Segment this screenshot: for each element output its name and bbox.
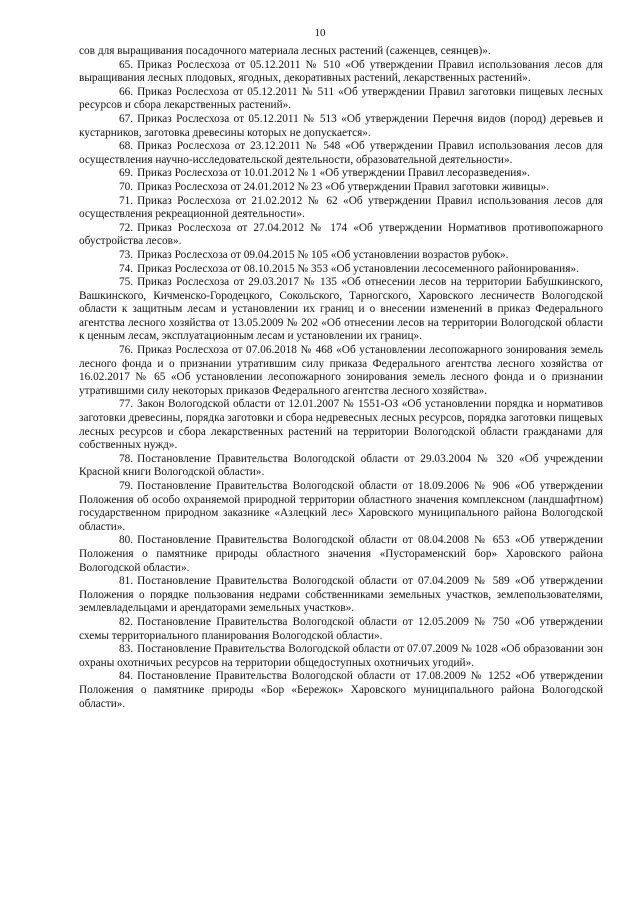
list-item-text: Постановление Правительства Вологодской области от 18.09.2006 № 906 «Об утверждении Положения об особо охраняемой природной территории областного значения комплексном (ландшафтном) государственном природном заказнике «Азлецкий лес» Харовского муниципального района Вологодской области». <box>79 480 603 533</box>
list-item-number: 69. <box>119 167 134 180</box>
list-item <box>79 398 603 452</box>
list-item-text: Постановление Правительства Вологодской области от 17.08.2009 № 1252 «Об утверждении Положения о памятнике природы «Бор «Бережок» Харовского муниципального района Вологодской области». <box>79 670 603 710</box>
list-item <box>79 181 603 195</box>
list-item-number: 70. <box>119 180 134 193</box>
list-item <box>79 195 603 222</box>
list-item <box>79 140 603 167</box>
list-item-text: Постановление Правительства Вологодской области от 12.05.2009 № 750 «Об утверждении схемы территориального планирования Вологодской области». <box>79 615 603 642</box>
list-item-text: Приказ Рослесхоза от 23.12.2011 № 548 «Об утверждении Правил использования лесов для осуществления научно-исследовательской деятельности, образовательной деятельности». <box>79 140 603 166</box>
list-item <box>79 453 603 480</box>
list-item-number: 80. <box>119 534 134 547</box>
list-item <box>79 670 603 711</box>
list-item-number: 79. <box>119 480 134 492</box>
list-item <box>79 59 603 86</box>
list-item-number: 67. <box>119 112 134 125</box>
page-number: 10 <box>314 27 326 39</box>
list-item-text: Приказ Рослесхоза от 24.01.2012 № 23 «Об утверждении Правил заготовки живицы». <box>137 180 550 193</box>
list-item-text: Постановление Правительства Вологодской области от 07.04.2009 № 589 «Об утверждении Положения о порядке пользования недрами собственниками земельных участков, землепользователями, землевладельцами и арендаторами земельных участков». <box>79 575 603 615</box>
list-item-number: 72. <box>119 221 134 234</box>
list-item <box>79 575 603 616</box>
list-item-text: Приказ Рослесхоза от 27.04.2012 № 174 «Об утверждении Нормативов противопожарного обустройства лесов». <box>79 221 603 248</box>
list-item <box>79 86 603 113</box>
list-item-number: 74. <box>119 262 134 275</box>
list-item-text: Постановление Правительства Вологодской области от 07.07.2009 № 1028 «Об образовании зон охраны охотничьих ресурсов на территории общедоступных охотничьих угодий». <box>79 643 603 669</box>
list-item <box>79 276 603 344</box>
list-item <box>79 167 603 181</box>
list-item-number: 76. <box>119 344 134 357</box>
list-item <box>79 113 603 140</box>
list-item-text: Приказ Рослесхоза от 05.12.2011 № 513 «Об утверждении Перечня видов (пород) деревьев и кустарников, заготовка древесины которых не допускается». <box>79 112 603 139</box>
list-item-number: 71. <box>119 194 134 207</box>
list-item <box>79 534 603 575</box>
list-item <box>79 344 603 398</box>
list-item-number: 84. <box>119 670 134 683</box>
references-list <box>79 45 603 711</box>
list-item-number: 81. <box>119 575 134 588</box>
list-items <box>79 59 603 712</box>
list-item <box>79 222 603 249</box>
list-item-text: Приказ Рослесхоза от 07.06.2018 № 468 «Об установлении лесопожарного зонирования земель лесного фонда и о признании утратившим силу приказа Федерального агентства лесного хозяйства от 16.02.2017 № 65 «Об установлении лесопожарного зонирования земель лесного фонда и о признании утратившими силу некоторых приказов Федерального агентства лесного хозяйства». <box>79 344 603 397</box>
list-item-number: 78. <box>119 452 134 465</box>
list-item-text: Приказ Рослесхоза от 05.12.2011 № 511 «Об утверждении Правил заготовки пищевых лесных ресурсов и сбора лекарственных растений». <box>79 85 603 112</box>
list-item-text: Постановление Правительства Вологодской области от 08.04.2008 № 653 «Об утверждении Положения о памятнике природы областного значения «Пустораменский бор» Харовского района Вологодской области». <box>79 534 603 574</box>
list-item-number: 82. <box>119 615 134 628</box>
list-item-text: Приказ Рослесхоза от 10.01.2012 № 1 «Об утверждении Правил лесоразведения». <box>137 167 530 180</box>
list-item-number: 65. <box>119 58 134 71</box>
list-item <box>79 480 603 534</box>
list-item-text: Приказ Рослесхоза от 05.12.2011 № 510 «Об утверждении Правил использования лесов для выращивания лесных плодовых, ягодных, декоративных растений, лекарственных растений». <box>79 58 603 85</box>
list-item-text: Приказ Рослесхоза от 08.10.2015 № 353 «Об установлении лесосеменного районирования». <box>137 262 579 275</box>
list-item <box>79 643 603 670</box>
list-item-text: Закон Вологодской области от 12.01.2007 № 1551-ОЗ «Об установлении порядка и нормативов заготовки древесины, порядка заготовки и сбора недревесных лесных ресурсов, порядка заготовки пищевых лесных ресурсов и сбора лекарственных растений на территории Вологодской области гражданами для собственных нужд». <box>79 398 603 452</box>
list-item <box>79 249 603 263</box>
list-item-text: Приказ Рослесхоза от 29.03.2017 № 135 «Об отнесении лесов на территории Бабушкинского, Вашкинского, Кичменско-Городецкого, Сокольского, Тарногского, Харовского лесничеств Вологодской области к защитным лесам и установлении их границ и о внесении изменений в приказ Федерального агентства лесного хозяйства от 13.05.2009 № 202 «Об отнесении лесов на территории Вологодской области к ценным лесам, эксплуатационным лесам и установлении их границ». <box>79 276 603 343</box>
list-item <box>79 263 603 277</box>
list-item-number: 75. <box>119 276 134 289</box>
list-item <box>79 616 603 643</box>
list-item-number: 83. <box>119 643 134 656</box>
continuation-paragraph: сов для выращивания посадочного материала лесных растений (саженцев, сеянцев)». <box>79 45 491 57</box>
list-item-number: 68. <box>119 140 134 153</box>
list-item-number: 77. <box>119 398 134 411</box>
list-item-text: Приказ Рослесхоза от 21.02.2012 № 62 «Об утверждении Правил использования лесов для осуществления рекреационной деятельности». <box>79 194 603 221</box>
list-item-text: Постановление Правительства Вологодской области от 29.03.2004 № 320 «Об учреждении Красной книги Вологодской области». <box>79 452 603 479</box>
list-item-number: 73. <box>119 248 134 261</box>
list-item-text: Приказ Рослесхоза от 09.04.2015 № 105 «Об установлении возрастов рубок». <box>137 248 509 261</box>
list-item-number: 66. <box>119 85 134 98</box>
